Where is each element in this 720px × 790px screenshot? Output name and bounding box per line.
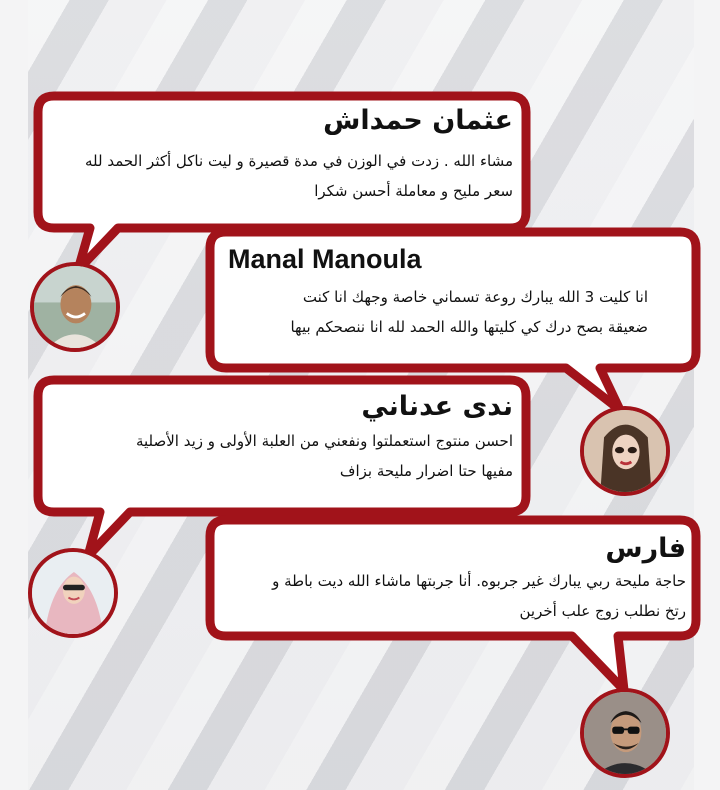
woman-avatar-icon — [580, 406, 670, 496]
review-text-line: ضعيقة بصح درك كي كليتها والله الحمد لله انا ننصحكم بيها — [290, 318, 648, 336]
review-4 — [226, 532, 686, 626]
reviewer-name: عثمان حمداش — [323, 105, 513, 136]
hijab-woman-avatar-icon — [28, 548, 118, 638]
man-avatar-icon — [30, 262, 120, 352]
reviewer-name: فارس — [605, 533, 686, 564]
review-text-line: انا كليت 3 الله يبارك روعة تسماني خاصة وجهك انا كنت — [302, 288, 648, 306]
man-sunglasses-avatar-icon — [580, 688, 670, 778]
review-text-line: احسن منتوج استعملتوا ونفعني من العلبة الأولى و زيد الأصلية — [135, 432, 513, 450]
review-text-line: مشاء الله . زدت في الوزن في مدة قصيرة و ليت ناكل أكثر الحمد لله — [84, 152, 513, 170]
review-text-line: سعر مليح و معاملة أحسن شكرا — [314, 182, 513, 200]
reviewer-name: ندى عدناني — [361, 391, 513, 422]
review-text-line: حاجة مليحة ربي يبارك غير جربوه. أنا جربتها ماشاء الله ديت باطة و — [272, 572, 686, 590]
reviewer-name: Manal Manoula — [228, 244, 422, 274]
review-2 — [228, 242, 648, 342]
review-3 — [50, 390, 513, 486]
review-text-line: رتخ نطلب زوج علب أخرين — [519, 602, 686, 620]
review-text-line: مفيها حتا اضرار مليحة بزاف — [339, 462, 513, 480]
review-1 — [50, 104, 513, 206]
